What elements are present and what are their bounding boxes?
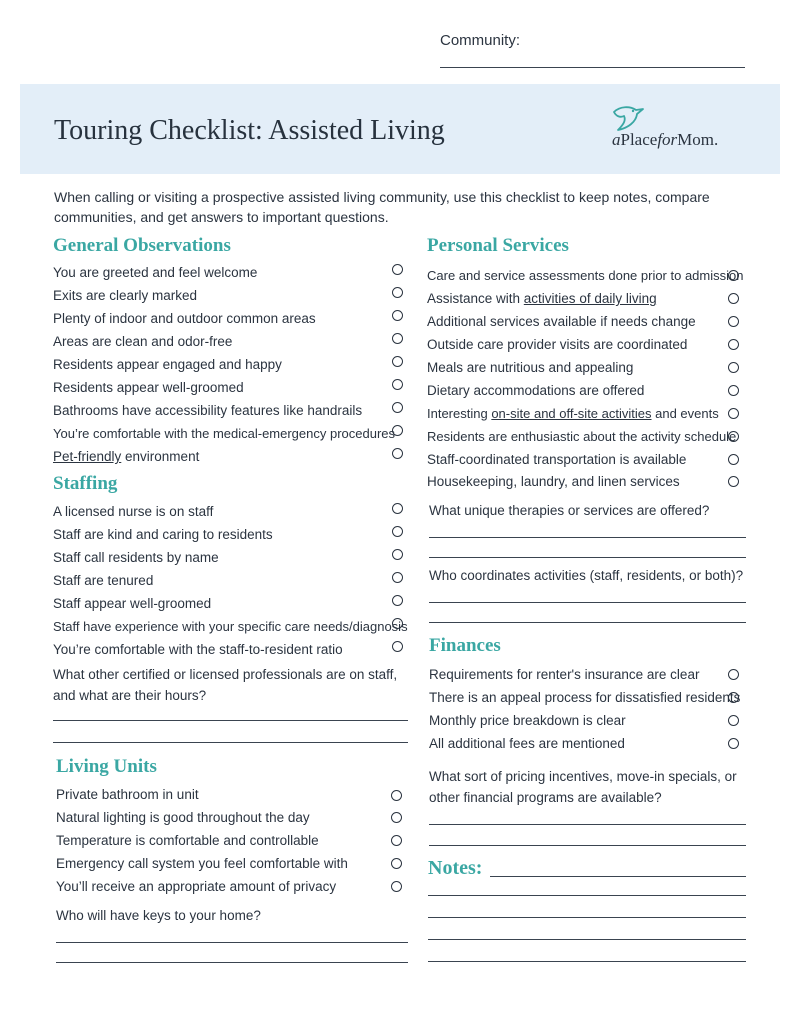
checklist-item: Bathrooms have accessibility features like handrails xyxy=(53,403,363,418)
checkbox-circle-icon[interactable] xyxy=(392,641,403,652)
answer-line[interactable] xyxy=(429,557,746,558)
checkbox-circle-icon[interactable] xyxy=(392,448,403,459)
checkbox-circle-icon[interactable] xyxy=(728,339,739,350)
checkbox-circle-icon[interactable] xyxy=(392,618,403,629)
checkbox-circle-icon[interactable] xyxy=(392,333,403,344)
checklist-item: Meals are nutritious and appealing xyxy=(427,360,634,375)
living-question: Who will have keys to your home? xyxy=(56,908,261,923)
checklist-item: Housekeeping, laundry, and linen services xyxy=(427,474,680,489)
checkbox-circle-icon[interactable] xyxy=(728,715,739,726)
answer-line[interactable] xyxy=(429,845,746,846)
finances-question: What sort of pricing incentives, move-in specials, or other financial programs are available? xyxy=(429,769,737,805)
hummingbird-logo-icon xyxy=(610,104,644,132)
checklist-item: Residents appear engaged and happy xyxy=(53,357,282,372)
checkbox-circle-icon[interactable] xyxy=(391,812,402,823)
therapies-question: What unique therapies or services are offered? xyxy=(429,503,710,518)
checkbox-circle-icon[interactable] xyxy=(728,316,739,327)
checklist-item: Care and service assessments done prior to admission xyxy=(427,268,744,283)
notes-line[interactable] xyxy=(428,961,746,962)
notes-line[interactable] xyxy=(428,895,746,896)
checkbox-circle-icon[interactable] xyxy=(728,669,739,680)
checklist-item: Additional services available if needs change xyxy=(427,314,696,329)
intro-text: When calling or visiting a prospective assisted living community, use this checklist to keep notes, compare communities, and get answers to important questions. xyxy=(54,189,710,225)
answer-line[interactable] xyxy=(429,824,746,825)
checklist-item: Staff appear well-groomed xyxy=(53,596,212,611)
checkbox-circle-icon[interactable] xyxy=(392,549,403,560)
checkbox-circle-icon[interactable] xyxy=(392,379,403,390)
checklist-item: Monthly price breakdown is clear xyxy=(429,713,626,728)
checkbox-circle-icon[interactable] xyxy=(728,408,739,419)
notes-line[interactable] xyxy=(428,917,746,918)
notes-title: Notes: xyxy=(428,857,483,879)
answer-line[interactable] xyxy=(429,537,746,538)
finances-title: Finances xyxy=(429,635,501,656)
checkbox-circle-icon[interactable] xyxy=(728,385,739,396)
checkbox-circle-icon[interactable] xyxy=(391,790,402,801)
page-title: Touring Checklist: Assisted Living xyxy=(54,115,445,146)
activities-of-daily-living-link[interactable]: activities of daily living xyxy=(523,291,657,306)
checklist-item: You are greeted and feel welcome xyxy=(53,265,258,280)
checkbox-circle-icon[interactable] xyxy=(728,293,739,304)
checklist-item: Staff are tenured xyxy=(53,573,154,588)
checklist-item: Residents are enthusiastic about the activity schedule xyxy=(427,429,737,444)
checkbox-circle-icon[interactable] xyxy=(392,526,403,537)
checkbox-circle-icon[interactable] xyxy=(392,572,403,583)
pet-friendly-link[interactable]: Pet-friendly xyxy=(53,449,122,464)
answer-line[interactable] xyxy=(53,742,408,743)
checkbox-circle-icon[interactable] xyxy=(392,595,403,606)
staffing-title: Staffing xyxy=(53,473,118,494)
checkbox-circle-icon[interactable] xyxy=(392,402,403,413)
checkbox-circle-icon[interactable] xyxy=(728,270,739,281)
checklist-item: Emergency call system you feel comfortable with xyxy=(56,856,348,871)
checklist-item: Interesting on-site and off-site activities and events xyxy=(427,406,719,421)
general-observations-title: General Observations xyxy=(53,235,231,256)
staffing-question: What other certified or licensed professionals are on staff, and what are their hours? xyxy=(53,667,398,703)
logo-wordmark: aPlaceforMom. xyxy=(612,130,719,149)
checkbox-circle-icon[interactable] xyxy=(392,425,403,436)
checklist-item: Staff-coordinated transportation is available xyxy=(427,452,687,467)
checkbox-circle-icon[interactable] xyxy=(728,431,739,442)
activities-link[interactable]: on-site and off-site activities xyxy=(491,406,652,421)
checklist-item: Exits are clearly marked xyxy=(53,288,198,303)
notes-line[interactable] xyxy=(428,939,746,940)
answer-line[interactable] xyxy=(56,962,408,963)
checklist-item: A licensed nurse is on staff xyxy=(53,504,214,519)
checkbox-circle-icon[interactable] xyxy=(392,287,403,298)
community-field[interactable] xyxy=(440,67,745,68)
activities-question: Who coordinates activities (staff, residents, or both)? xyxy=(429,568,744,583)
checkbox-circle-icon[interactable] xyxy=(391,835,402,846)
checklist-item: Staff have experience with your specific care needs/diagnosis xyxy=(53,619,408,634)
living-units-title: Living Units xyxy=(56,756,157,777)
checkbox-circle-icon[interactable] xyxy=(392,356,403,367)
answer-line[interactable] xyxy=(56,942,408,943)
answer-line[interactable] xyxy=(429,602,746,603)
checklist-item: There is an appeal process for dissatisfied residents xyxy=(429,690,741,705)
checkbox-circle-icon[interactable] xyxy=(728,454,739,465)
brand-logo xyxy=(610,104,750,152)
checkbox-circle-icon[interactable] xyxy=(391,858,402,869)
checkbox-circle-icon[interactable] xyxy=(728,692,739,703)
checklist-item: You’re comfortable with the staff-to-resident ratio xyxy=(53,642,343,657)
checkbox-circle-icon[interactable] xyxy=(728,738,739,749)
answer-line[interactable] xyxy=(429,622,746,623)
checklist-item: Pet-friendly environment xyxy=(53,449,200,464)
checklist-item: You’re comfortable with the medical-emergency procedures xyxy=(53,426,396,441)
community-label: Community: xyxy=(440,32,521,49)
checklist-item: All additional fees are mentioned xyxy=(429,736,625,751)
checklist-item: Requirements for renter's insurance are clear xyxy=(429,667,700,682)
checklist-item: Residents appear well-groomed xyxy=(53,380,244,395)
checklist-item: You’ll receive an appropriate amount of privacy xyxy=(56,879,337,894)
checkbox-circle-icon[interactable] xyxy=(392,264,403,275)
checklist-item: Dietary accommodations are offered xyxy=(427,383,645,398)
checklist-item: Temperature is comfortable and controllable xyxy=(56,833,319,848)
checklist-item: Areas are clean and odor-free xyxy=(53,334,233,349)
checklist-item: Staff call residents by name xyxy=(53,550,219,565)
checklist-item: Assistance with activities of daily living xyxy=(427,291,657,306)
answer-line[interactable] xyxy=(53,720,408,721)
personal-services-title: Personal Services xyxy=(427,235,569,256)
checklist-item: Staff are kind and caring to residents xyxy=(53,527,273,542)
notes-line[interactable] xyxy=(490,876,746,877)
checkbox-circle-icon[interactable] xyxy=(392,503,403,514)
checkbox-circle-icon[interactable] xyxy=(728,476,739,487)
checklist-item: Outside care provider visits are coordinated xyxy=(427,337,688,352)
checklist-item: Private bathroom in unit xyxy=(56,787,199,802)
checkbox-circle-icon[interactable] xyxy=(391,881,402,892)
checkbox-circle-icon[interactable] xyxy=(728,362,739,373)
checklist-item: Natural lighting is good throughout the day xyxy=(56,810,310,825)
checklist-item: Plenty of indoor and outdoor common areas xyxy=(53,311,316,326)
checkbox-circle-icon[interactable] xyxy=(392,310,403,321)
